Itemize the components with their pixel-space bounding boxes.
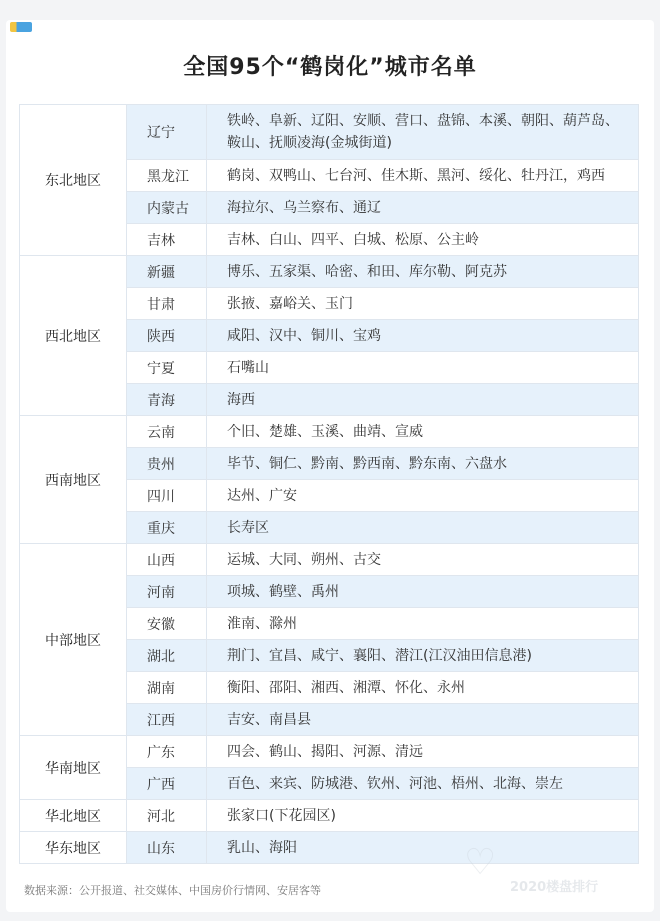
province-cell: 湖南 bbox=[127, 672, 207, 704]
cities-cell: 长寿区 bbox=[207, 512, 639, 544]
table-row bbox=[20, 105, 639, 160]
region-cell: 华北地区 bbox=[20, 800, 127, 832]
province-cell: 安徽 bbox=[127, 608, 207, 640]
province-cell: 山东 bbox=[127, 832, 207, 864]
province-cell: 辽宁 bbox=[127, 105, 207, 160]
province-cell: 黑龙江 bbox=[127, 160, 207, 192]
watermark-logo bbox=[462, 836, 652, 904]
cities-cell: 项城、鹤壁、禹州 bbox=[207, 576, 639, 608]
table-row bbox=[20, 416, 639, 448]
page-title: 全国95个“鹤岗化”城市名单 bbox=[183, 55, 477, 80]
cities-cell: 荆门、宜昌、咸宁、襄阳、潜江(江汉油田信息港) bbox=[207, 640, 639, 672]
cities-cell: 衡阳、邵阳、湘西、湘潭、怀化、永州 bbox=[207, 672, 639, 704]
province-cell: 内蒙古 bbox=[127, 192, 207, 224]
province-cell: 湖北 bbox=[127, 640, 207, 672]
region-cell: 中部地区 bbox=[20, 544, 127, 736]
cities-cell: 咸阳、汉中、铜川、宝鸡 bbox=[207, 320, 639, 352]
province-cell: 广西 bbox=[127, 768, 207, 800]
cities-cell: 石嘴山 bbox=[207, 352, 639, 384]
province-cell: 河北 bbox=[127, 800, 207, 832]
region-cell: 西北地区 bbox=[20, 256, 127, 416]
cities-cell: 达州、广安 bbox=[207, 480, 639, 512]
cities-cell: 铁岭、阜新、辽阳、安顺、营口、盘锦、本溪、朝阳、葫芦岛、鞍山、抚顺凌海(金城街道) bbox=[207, 105, 639, 160]
province-cell: 新疆 bbox=[127, 256, 207, 288]
cities-cell: 吉林、白山、四平、白城、松原、公主岭 bbox=[207, 224, 639, 256]
brand-corner-icon bbox=[10, 22, 32, 32]
province-cell: 陕西 bbox=[127, 320, 207, 352]
city-list-table bbox=[19, 104, 639, 864]
province-cell: 江西 bbox=[127, 704, 207, 736]
province-cell: 青海 bbox=[127, 384, 207, 416]
heart-watermark-icon: ♡ bbox=[464, 842, 497, 883]
province-cell: 四川 bbox=[127, 480, 207, 512]
cities-cell: 博乐、五家渠、哈密、和田、库尔勒、阿克苏 bbox=[207, 256, 639, 288]
region-cell: 东北地区 bbox=[20, 105, 127, 256]
table-row bbox=[20, 736, 639, 768]
cities-cell: 吉安、南昌县 bbox=[207, 704, 639, 736]
watermark-text: 2020楼盘排行 bbox=[510, 880, 599, 895]
table-row bbox=[20, 544, 639, 576]
cities-cell: 海西 bbox=[207, 384, 639, 416]
region-cell: 西南地区 bbox=[20, 416, 127, 544]
region-cell: 华东地区 bbox=[20, 832, 127, 864]
cities-cell: 百色、来宾、防城港、钦州、河池、梧州、北海、崇左 bbox=[207, 768, 639, 800]
cities-cell: 运城、大同、朔州、古交 bbox=[207, 544, 639, 576]
province-cell: 重庆 bbox=[127, 512, 207, 544]
cities-cell: 海拉尔、乌兰察布、通辽 bbox=[207, 192, 639, 224]
table-row bbox=[20, 256, 639, 288]
province-cell: 山西 bbox=[127, 544, 207, 576]
cities-cell: 毕节、铜仁、黔南、黔西南、黔东南、六盘水 bbox=[207, 448, 639, 480]
cities-cell: 鹤岗、双鸭山、七台河、佳木斯、黑河、绥化、牡丹江，鸡西 bbox=[207, 160, 639, 192]
province-cell: 吉林 bbox=[127, 224, 207, 256]
data-source-note: 数据来源：公开报道、社交媒体、中国房价行情网、安居客等 bbox=[24, 884, 321, 897]
table-row bbox=[20, 800, 639, 832]
cities-cell: 乳山、海阳 bbox=[207, 832, 639, 864]
province-cell: 宁夏 bbox=[127, 352, 207, 384]
province-cell: 贵州 bbox=[127, 448, 207, 480]
cities-cell: 四会、鹤山、揭阳、河源、清远 bbox=[207, 736, 639, 768]
region-cell: 华南地区 bbox=[20, 736, 127, 800]
cities-cell: 张掖、嘉峪关、玉门 bbox=[207, 288, 639, 320]
cities-cell: 张家口(下花园区) bbox=[207, 800, 639, 832]
province-cell: 甘肃 bbox=[127, 288, 207, 320]
province-cell: 河南 bbox=[127, 576, 207, 608]
cities-cell: 淮南、滁州 bbox=[207, 608, 639, 640]
cities-cell: 个旧、楚雄、玉溪、曲靖、宣威 bbox=[207, 416, 639, 448]
province-cell: 广东 bbox=[127, 736, 207, 768]
province-cell: 云南 bbox=[127, 416, 207, 448]
